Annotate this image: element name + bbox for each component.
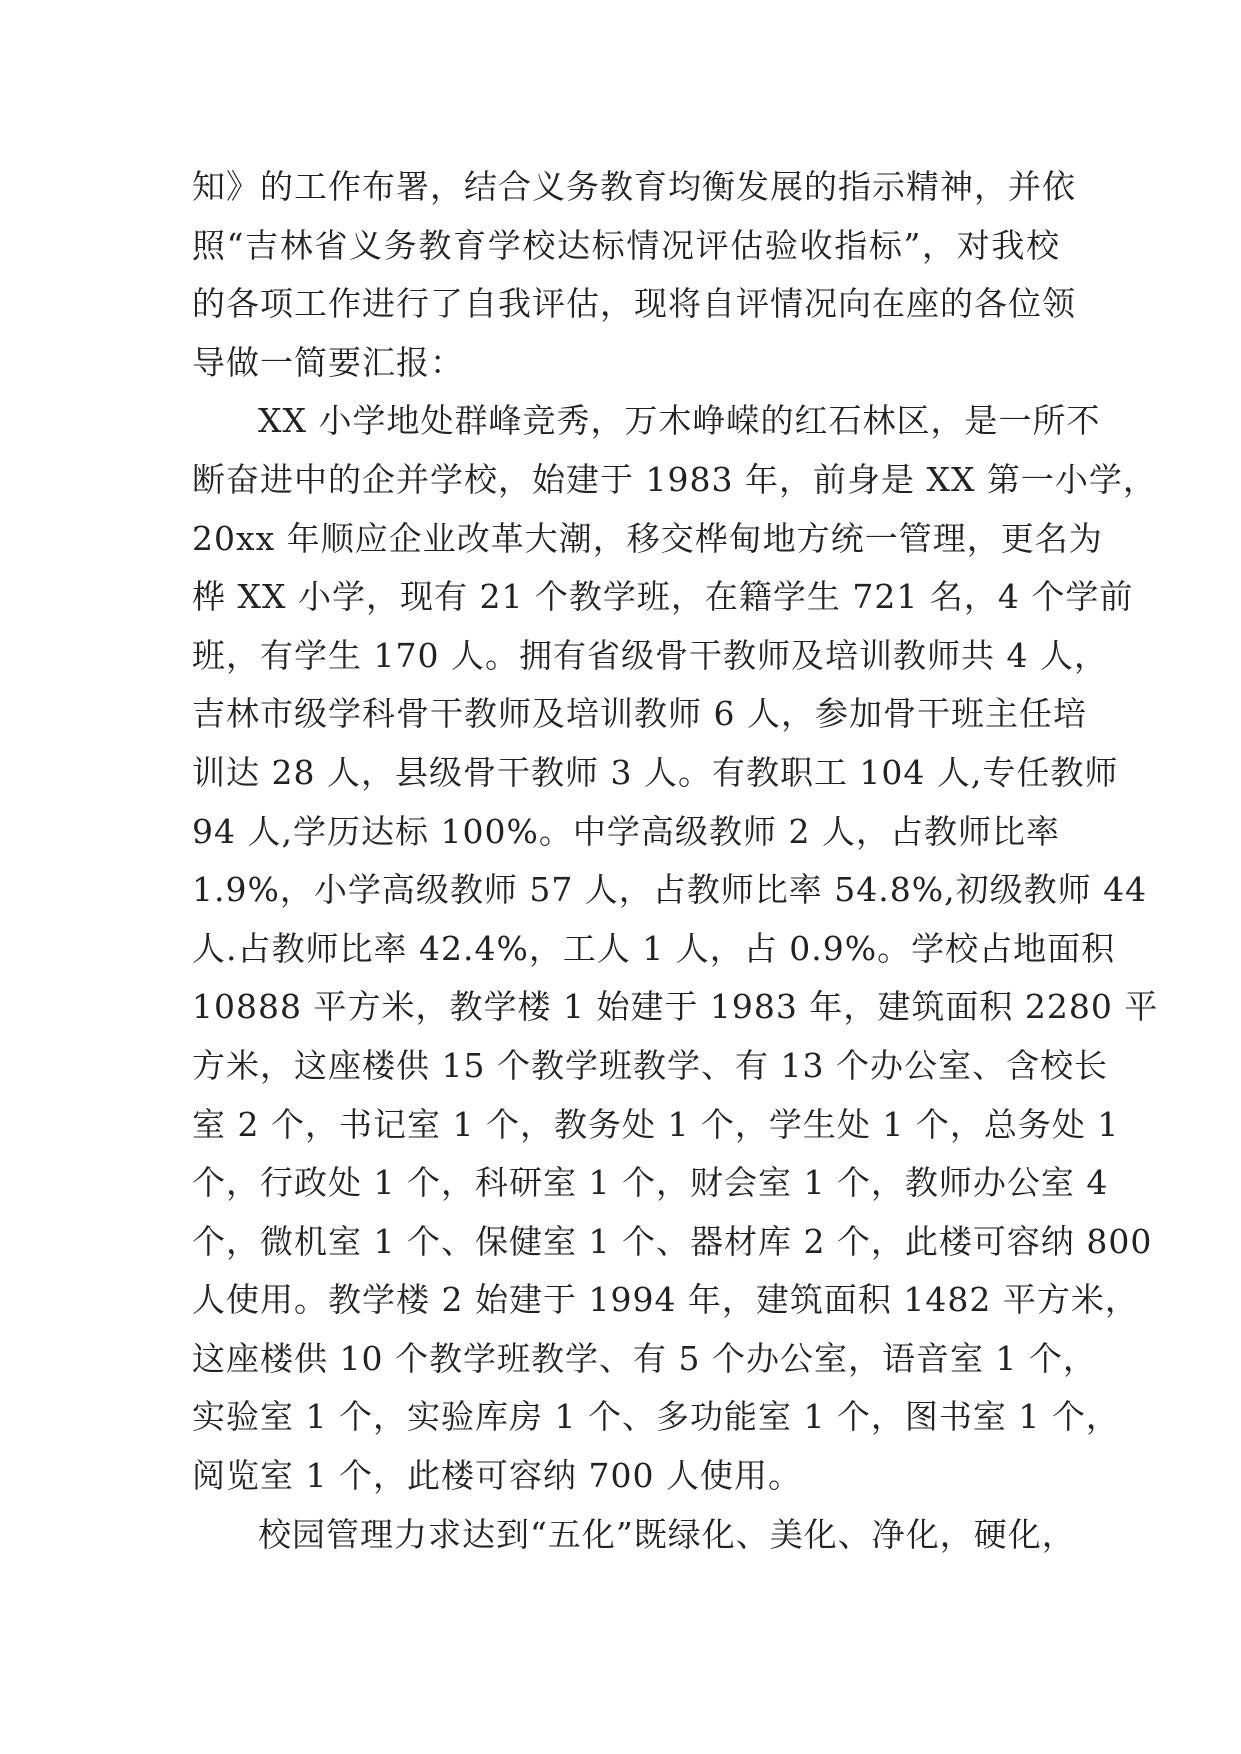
text-line: 人.占教师比率 42.4%，工人 1 人，占 0.9%。学校占地面积 — [192, 928, 1116, 968]
text-line: 知》的工作布署，结合义务教育均衡发展的指示精神，并依 — [192, 167, 1076, 206]
text-line: 实验室 1 个，实验库房 1 个、多功能室 1 个，图书室 1 个， — [192, 1397, 1120, 1437]
text-line: 人使用。教学楼 2 始建于 1994 年，建筑面积 1482 平方米， — [192, 1280, 1139, 1320]
text-line: 的各项工作进行了自我评估，现将自评情况向在座的各位领 — [192, 284, 1076, 324]
text-line: 10888 平方米，教学楼 1 始建于 1983 年，建筑面积 2280 平 — [192, 987, 1159, 1027]
text-line: 20xx 年顺应企业改革大潮，移交桦甸地方统一管理，更名为 — [192, 518, 1103, 558]
paragraph-first-line: 校园管理力求达到“五化”既绿化、美化、净化，硬化， — [258, 1514, 1076, 1554]
text-line: 这座楼供 10 个教学班教学、有 5 个办公室，语音室 1 个， — [192, 1338, 1097, 1378]
text-line: 断奋进中的企并学校，始建于 1983 年，前身是 XX 第一小学， — [192, 459, 1157, 499]
text-line: 阅览室 1 个，此楼可容纳 700 人使用。 — [192, 1456, 802, 1496]
body-text — [192, 158, 1159, 1564]
text-line: 班，有学生 170 人。拥有省级骨干教师及培训教师共 4 人， — [192, 635, 1108, 675]
paragraph-first-line: XX 小学地处群峰竞秀，万木峥嵘的红石林区，是一所不 — [258, 401, 1101, 441]
text-line: 方米，这座楼供 15 个教学班教学、有 13 个办公室、含校长 — [192, 1045, 1108, 1085]
text-line: 个，微机室 1 个、保健室 1 个、器材库 2 个，此楼可容纳 800 — [192, 1221, 1153, 1261]
text-line: 照“吉林省义务教育学校达标情况评估验收指标”，对我校 — [192, 225, 1060, 265]
text-line: 个，行政处 1 个，科研室 1 个，财会室 1 个，教师办公室 4 — [192, 1163, 1109, 1203]
text-line: 室 2 个，书记室 1 个，教务处 1 个，学生处 1 个，总务处 1 — [192, 1104, 1120, 1144]
text-line: 吉林市级学科骨干教师及培训教师 6 人，参加骨干班主任培 — [192, 694, 1087, 734]
text-line: 导做一简要汇报： — [192, 342, 464, 382]
text-line: 94 人,学历达标 100%。中学高级教师 2 人，占教师比率 — [192, 811, 1060, 851]
text-line: 桦 XX 小学，现有 21 个教学班，在籍学生 721 名，4 个学前 — [192, 577, 1134, 617]
text-line: 1.9%，小学高级教师 57 人，占教师比率 54.8%,初级教师 44 — [192, 870, 1148, 910]
text-line: 训达 28 人，县级骨干教师 3 人。有教职工 104 人,专任教师 — [192, 752, 1119, 792]
